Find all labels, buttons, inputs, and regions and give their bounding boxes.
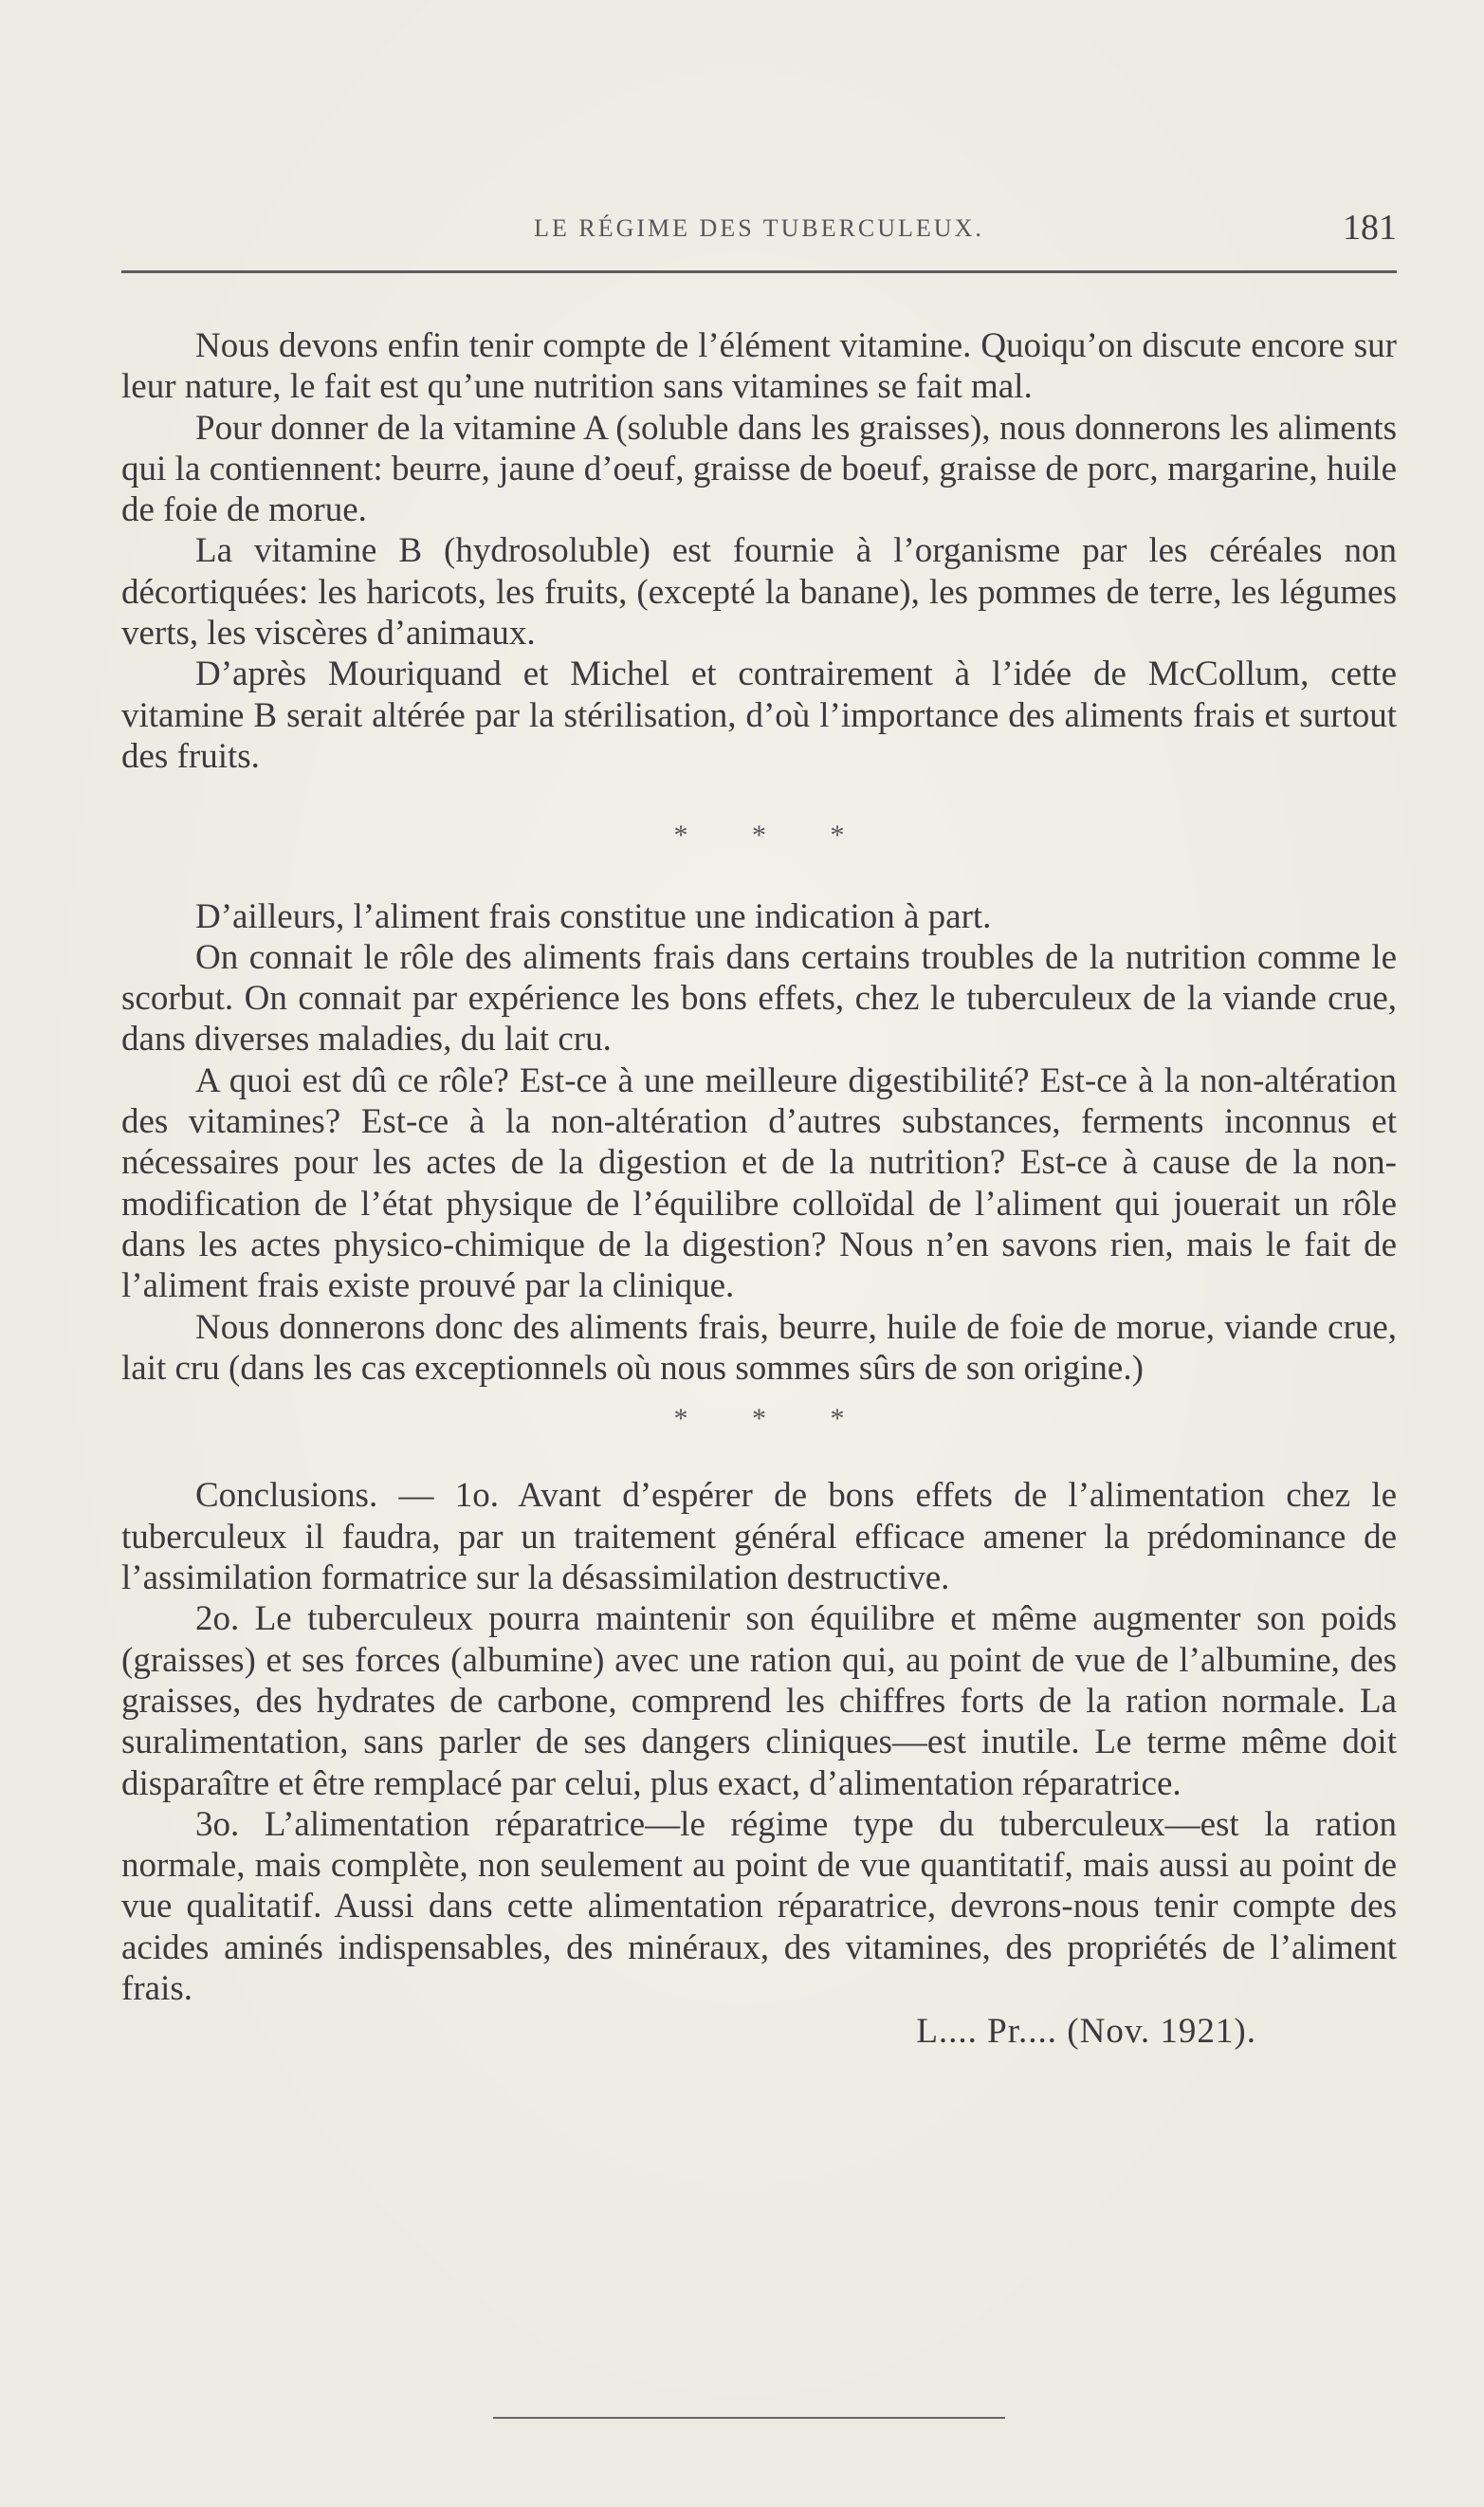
paragraph: La vitamine B (hydrosoluble) est fournie à l’organisme par les céréales non décortiquées: les haricots, les fruits, (excepté la banane), les pommes de terre, les légumes verts, les viscères d’animaux. — [121, 531, 1397, 654]
footer-rule — [493, 2417, 1005, 2419]
body-text — [121, 325, 1397, 2053]
paragraph: On connait le rôle des aliments frais dans certains troubles de la nutrition comme le scorbut. On connait par expérience les bons effets, chez le tuberculeux de la viande crue, dans diverses maladies, du lait cru. — [121, 937, 1397, 1060]
page-number: 181 — [1343, 208, 1397, 248]
running-title: LE RÉGIME DES TUBERCULEUX. — [534, 214, 984, 242]
section-separator: * * * — [673, 820, 873, 852]
paragraph: A quoi est dû ce rôle? Est-ce à une meilleure digestibilité? Est-ce à la non-altération des vitamines? Est-ce à la non-altération d’autres substances, ferments inconnus et nécessaires pour les actes de la digestion et de la nutrition? Est-ce à cause de la non-modification de l’état physique de l’équilibre colloïdal de l’aliment qui jouerait un rôle dans les actes physico-chimique de la digestion? Nous n’en savons rien, mais le fait de l’aliment frais existe prouvé par la clinique. — [121, 1060, 1397, 1306]
paragraph: D’après Mouriquand et Michel et contrairement à l’idée de McCollum, cette vitamine B serait altérée par la stérilisation, d’où l’importance des aliments frais et surtout des fruits. — [121, 654, 1397, 776]
page-header — [121, 207, 1397, 254]
paragraph: Nous devons enfin tenir compte de l’élément vitamine. Quoiqu’on discute encore sur leur nature, le fait est qu’une nutrition sans vitamines se fait mal. — [121, 326, 1397, 407]
paragraph: Conclusions. — 1o. Avant d’espérer de bons effets de l’alimentation chez le tuberculeux il faudra, par un traitement général efficace amener la prédominance de l’assimilation formatrice sur la désassimilation destructive. — [121, 1476, 1397, 1598]
header-rule — [121, 270, 1397, 273]
signature: L.... Pr.... (Nov. 1921). — [916, 2012, 1256, 2052]
section-separator: * * * — [673, 1403, 873, 1435]
paragraph: 2o. Le tuberculeux pourra maintenir son équilibre et même augmenter son poids (graisses) et ses forces (albumine) avec une ration qui, au point de vue de l’albumine, des graisses, des hydrates de carbone, comprend les chiffres forts de la ration normale. La suralimentation, sans parler de ses dangers cliniques—est inutile. Le terme même doit disparaître et être remplacé par celui, plus exact, d’alimentation réparatrice. — [121, 1599, 1397, 1803]
paragraph: D’ailleurs, l’aliment frais constitue une indication à part. — [195, 896, 992, 936]
paragraph: 3o. L’alimentation réparatrice—le régime type du tuberculeux—est la ration normale, mais complète, non seulement au point de vue quantitatif, mais aussi au point de vue qualitatif. Aussi dans cette alimentation réparatrice, devrons-nous tenir compte des acides aminés indispensables, des minéraux, des vitamines, des propriétés de l’aliment frais. — [121, 1804, 1397, 2008]
paragraph: Pour donner de la vitamine A (soluble dans les graisses), nous donnerons les aliments qui la contiennent: beurre, jaune d’oeuf, graisse de boeuf, graisse de porc, margarine, huile de foie de morue. — [121, 408, 1397, 530]
paragraph: Nous donnerons donc des aliments frais, beurre, huile de foie de morue, viande crue, lait cru (dans les cas exceptionnels où nous sommes sûrs de son origine.) — [121, 1307, 1397, 1388]
